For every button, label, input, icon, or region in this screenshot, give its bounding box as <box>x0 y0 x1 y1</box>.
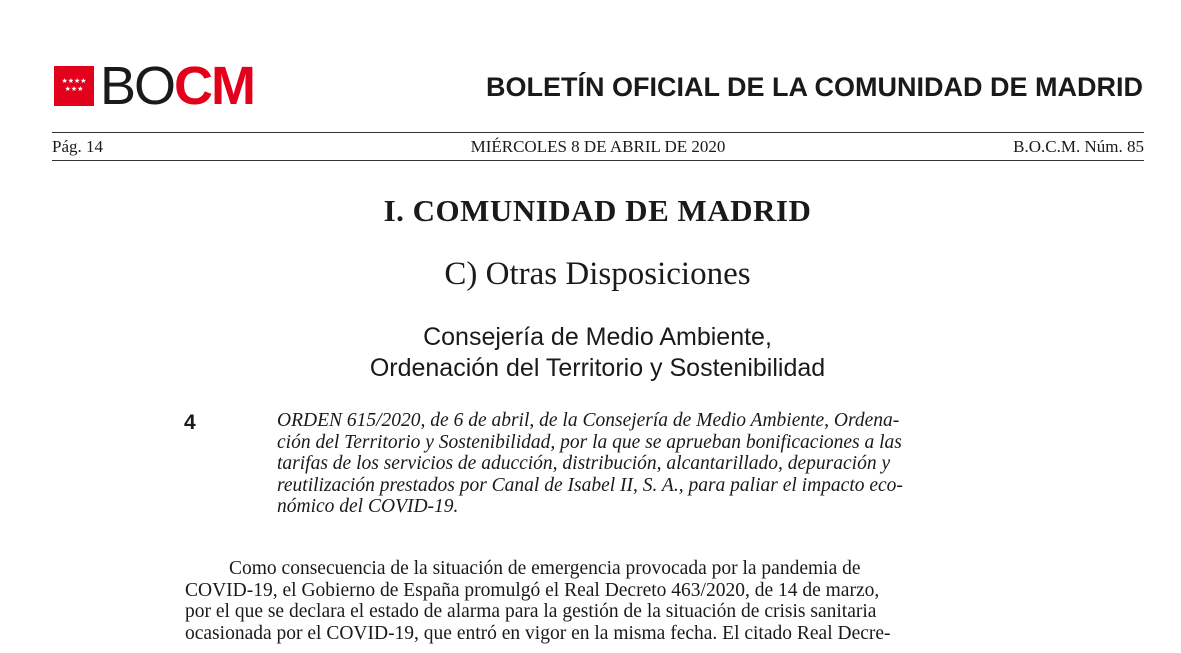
body-line: Como consecuencia de la situación de emergencia provocada por la pandemia de <box>229 558 861 579</box>
madrid-flag-icon: ★★★★ ★★★ <box>54 66 94 106</box>
publication-date: MIÉRCOLES 8 DE ABRIL DE 2020 <box>470 137 726 156</box>
body-line: ocasionada por el COVID-19, que entró en vigor en la misma fecha. El citado Real Decre- <box>185 622 891 644</box>
logo-text-cm: CM <box>174 56 255 116</box>
page-meta-bar <box>52 137 1144 157</box>
header-rule-top <box>52 132 1144 133</box>
logo-wordmark <box>100 56 255 116</box>
logo-text-bo: BO <box>100 56 175 116</box>
issue-number: B.O.C.M. Núm. 85 <box>1013 137 1144 156</box>
item-number: 4 <box>184 411 196 434</box>
section-title: I. COMUNIDAD DE MADRID <box>383 193 812 228</box>
page-number: Pág. 14 <box>52 137 103 156</box>
order-line: tarifas de los servicios de aducción, distribución, alcantarillado, depuración y <box>277 453 891 474</box>
department-line: Consejería de Medio Ambiente, <box>423 323 772 351</box>
department-line: Ordenación del Territorio y Sostenibilidad <box>369 354 826 382</box>
body-line: por el que se declara el estado de alarma para la gestión de la situación de crisis sanitaria <box>185 601 877 622</box>
order-line: reutilización prestados por Canal de Isabel II, S. A., para paliar el impacto eco- <box>277 474 903 496</box>
department-heading <box>0 322 1181 384</box>
body-paragraph <box>185 558 1011 644</box>
header-rule-bottom <box>52 160 1144 161</box>
body-line: COVID-19, el Gobierno de España promulgó el Real Decreto 463/2020, de 14 de marzo, <box>185 579 880 601</box>
order-line: ORDEN 615/2020, de 6 de abril, de la Consejería de Medio Ambiente, Ordena- <box>277 410 900 431</box>
masthead-title: BOLETÍN OFICIAL DE LA COMUNIDAD DE MADRID <box>486 72 1143 102</box>
order-line: nómico del COVID-19. <box>277 496 459 517</box>
bocm-logo <box>54 56 255 116</box>
section-subtitle: C) Otras Disposiciones <box>444 256 751 292</box>
order-title <box>277 410 1011 518</box>
order-line: ción del Territorio y Sostenibilidad, por la que se aprueban bonificaciones a las <box>277 431 902 453</box>
